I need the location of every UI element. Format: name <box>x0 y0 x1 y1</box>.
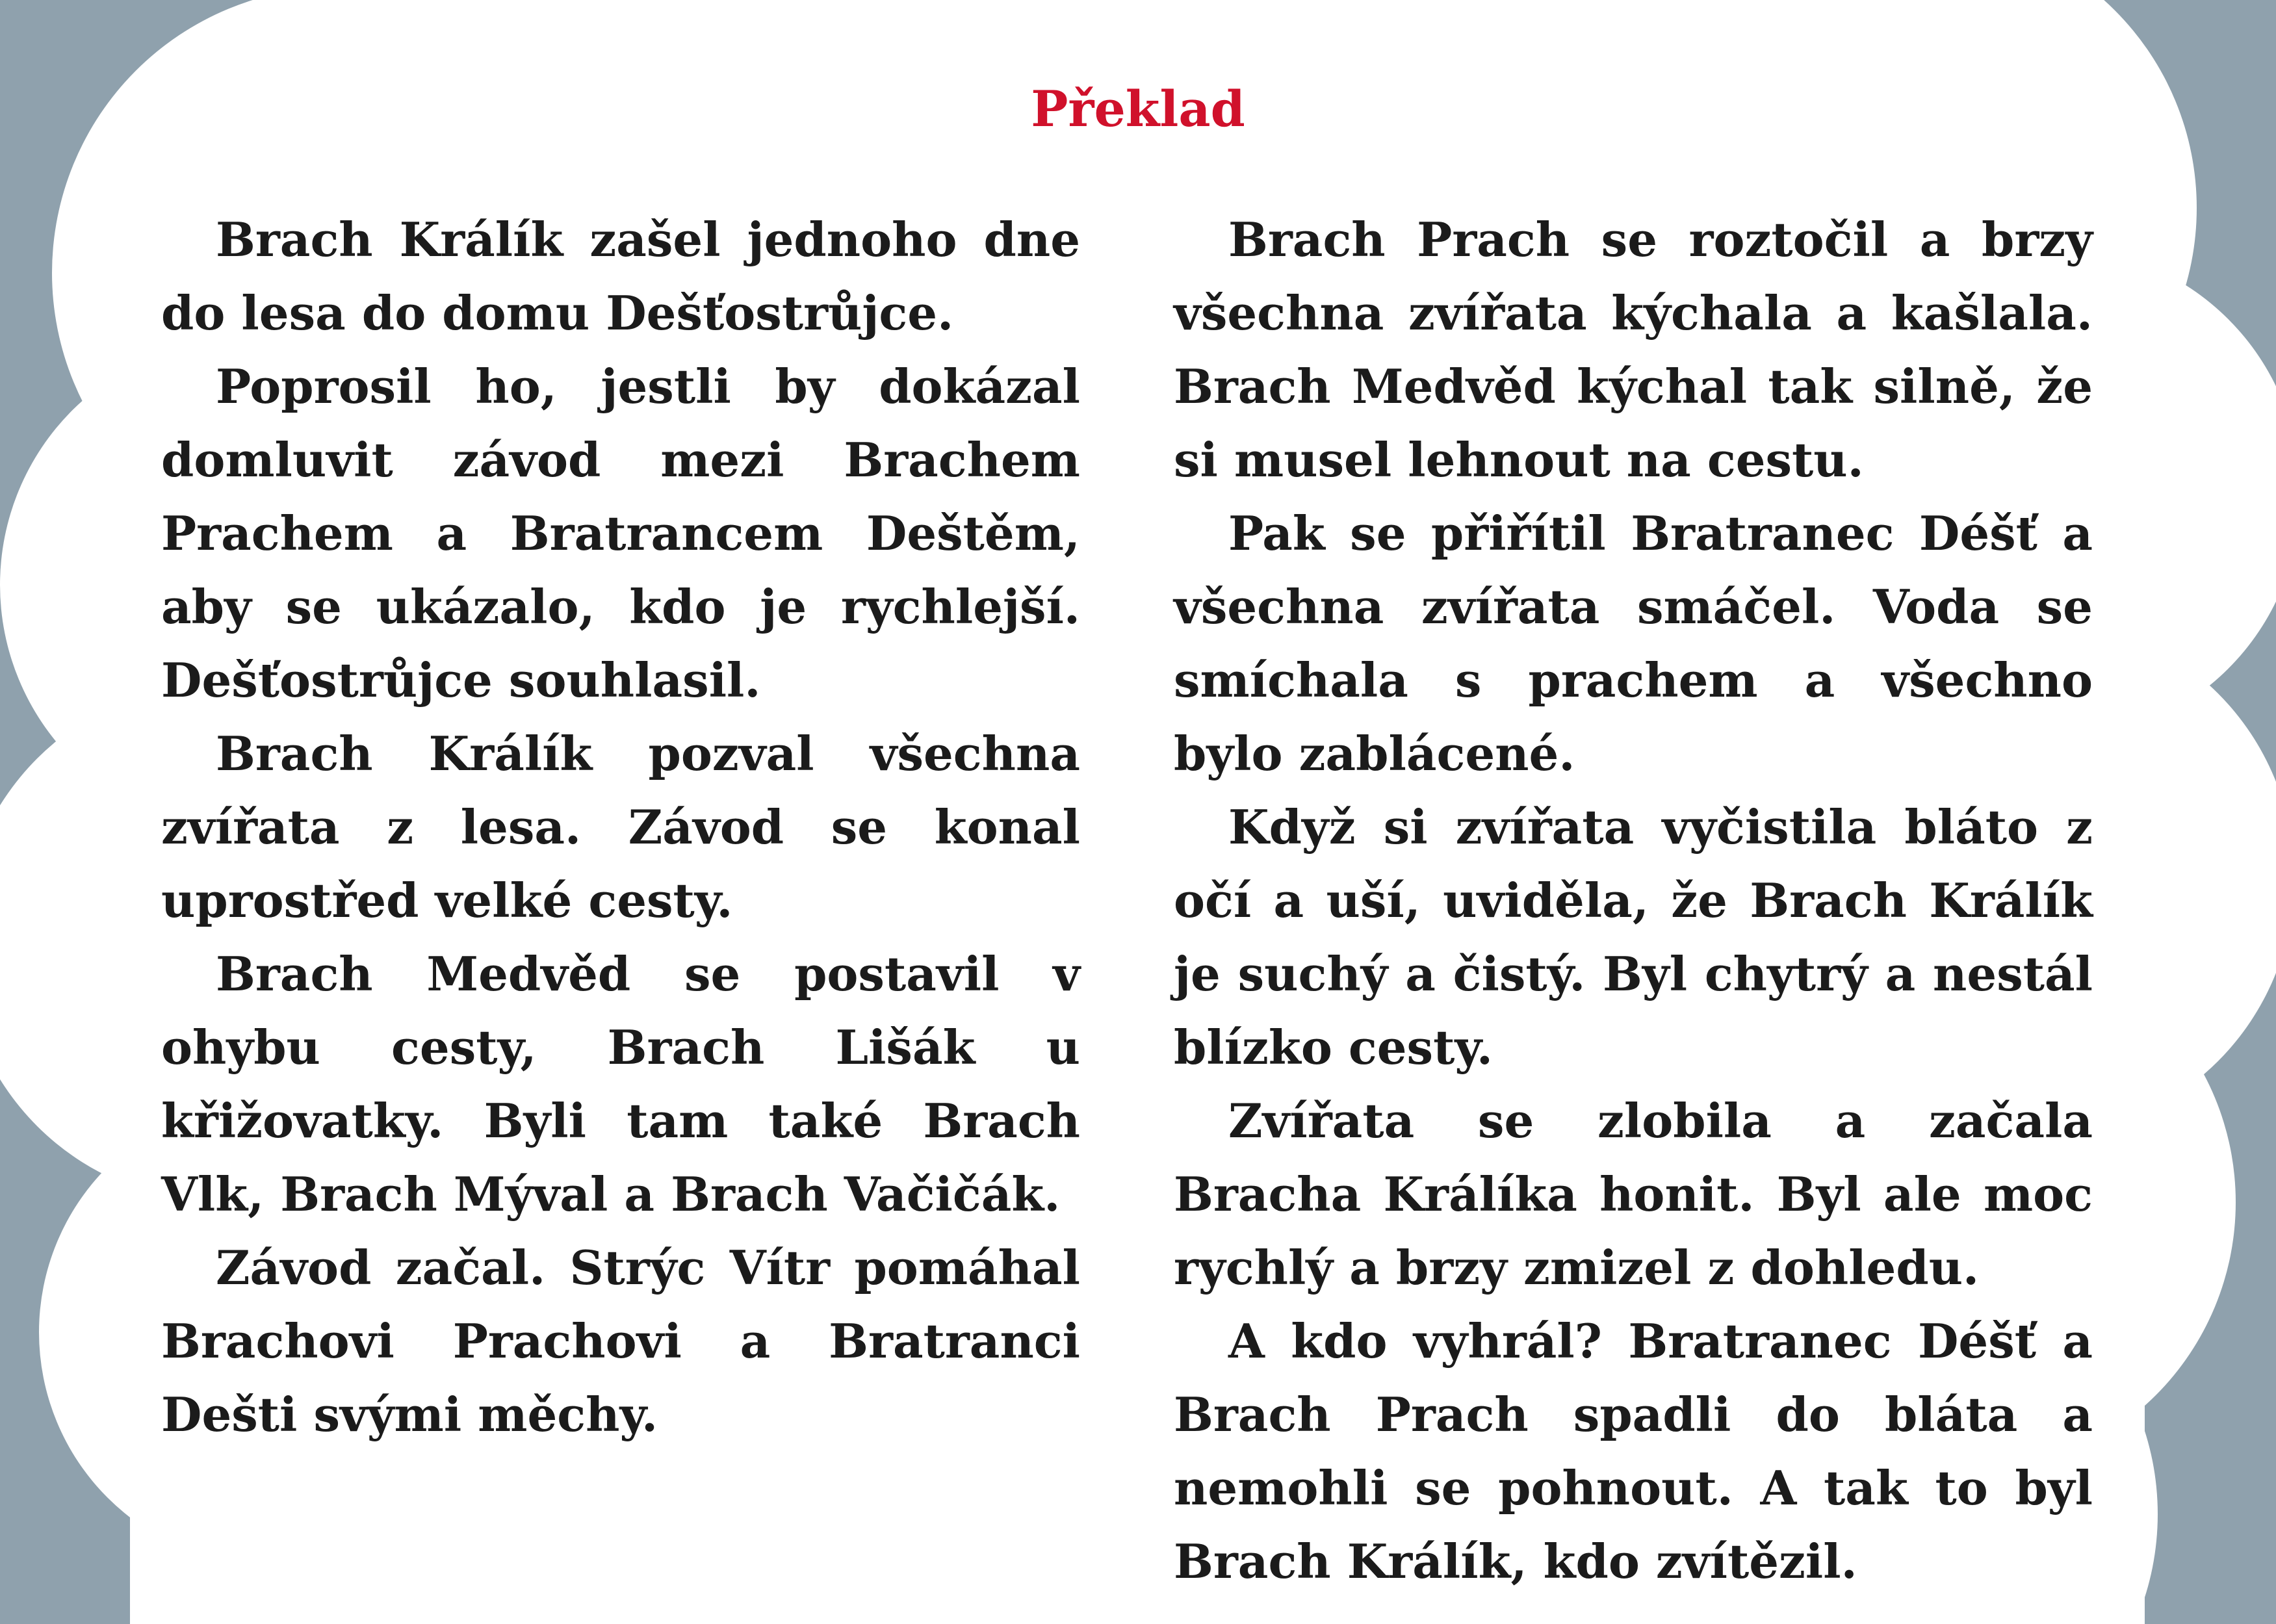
text-column-left <box>161 203 1080 1451</box>
paragraph: Zvířata se zlobila a začala Bracha Králíka honit. Byl ale moc rychlý a brzy zmizel z dohledu. <box>1174 1093 2093 1295</box>
paragraph: Pak se přiřítil Bratranec Déšť a všechna zvířata smáčel. Voda se smíchala s prachem a všechno bylo zablácené. <box>1174 506 2093 781</box>
paragraph: Závod začal. Strýc Vítr pomáhal Brachovi Prachovi a Bratranci Dešti svými měchy. <box>161 1240 1080 1442</box>
text-column-right <box>1174 203 2093 1598</box>
page-title: Překlad <box>1031 80 1245 138</box>
paragraph: Poprosil ho, jestli by dokázal domluvit závod mezi Brachem Prachem a Bratrancem Deštěm, aby se ukázalo, kdo je rychlejší. Dešťostrůjce souhlasil. <box>161 359 1080 708</box>
paragraph: Brach Medvěd se postavil v ohybu cesty, Brach Lišák u křižovatky. Byli tam také Brach Vlk, Brach Mýval a Brach Vačičák. <box>161 946 1080 1222</box>
paragraph: Brach Králík pozval všechna zvířata z lesa. Závod se konal uprostřed velké cesty. <box>161 726 1080 928</box>
paragraph: A kdo vyhrál? Bratranec Déšť a Brach Prach spadli do bláta a nemohli se pohnout. A tak to byl Brach Králík, kdo zvítězil. <box>1174 1313 2093 1589</box>
paragraph: Když si zvířata vyčistila bláto z očí a uší, uviděla, že Brach Králík je suchý a čistý. Byl chytrý a nestál blízko cesty. <box>1174 799 2093 1075</box>
paragraph: Brach Prach se roztočil a brzy všechna zvířata kýchala a kašlala. Brach Medvěd kýchal tak silně, že si musel lehnout na cestu. <box>1174 212 2093 487</box>
paragraph: Brach Králík zašel jednoho dne do lesa do domu Dešťostrůjce. <box>161 212 1080 341</box>
